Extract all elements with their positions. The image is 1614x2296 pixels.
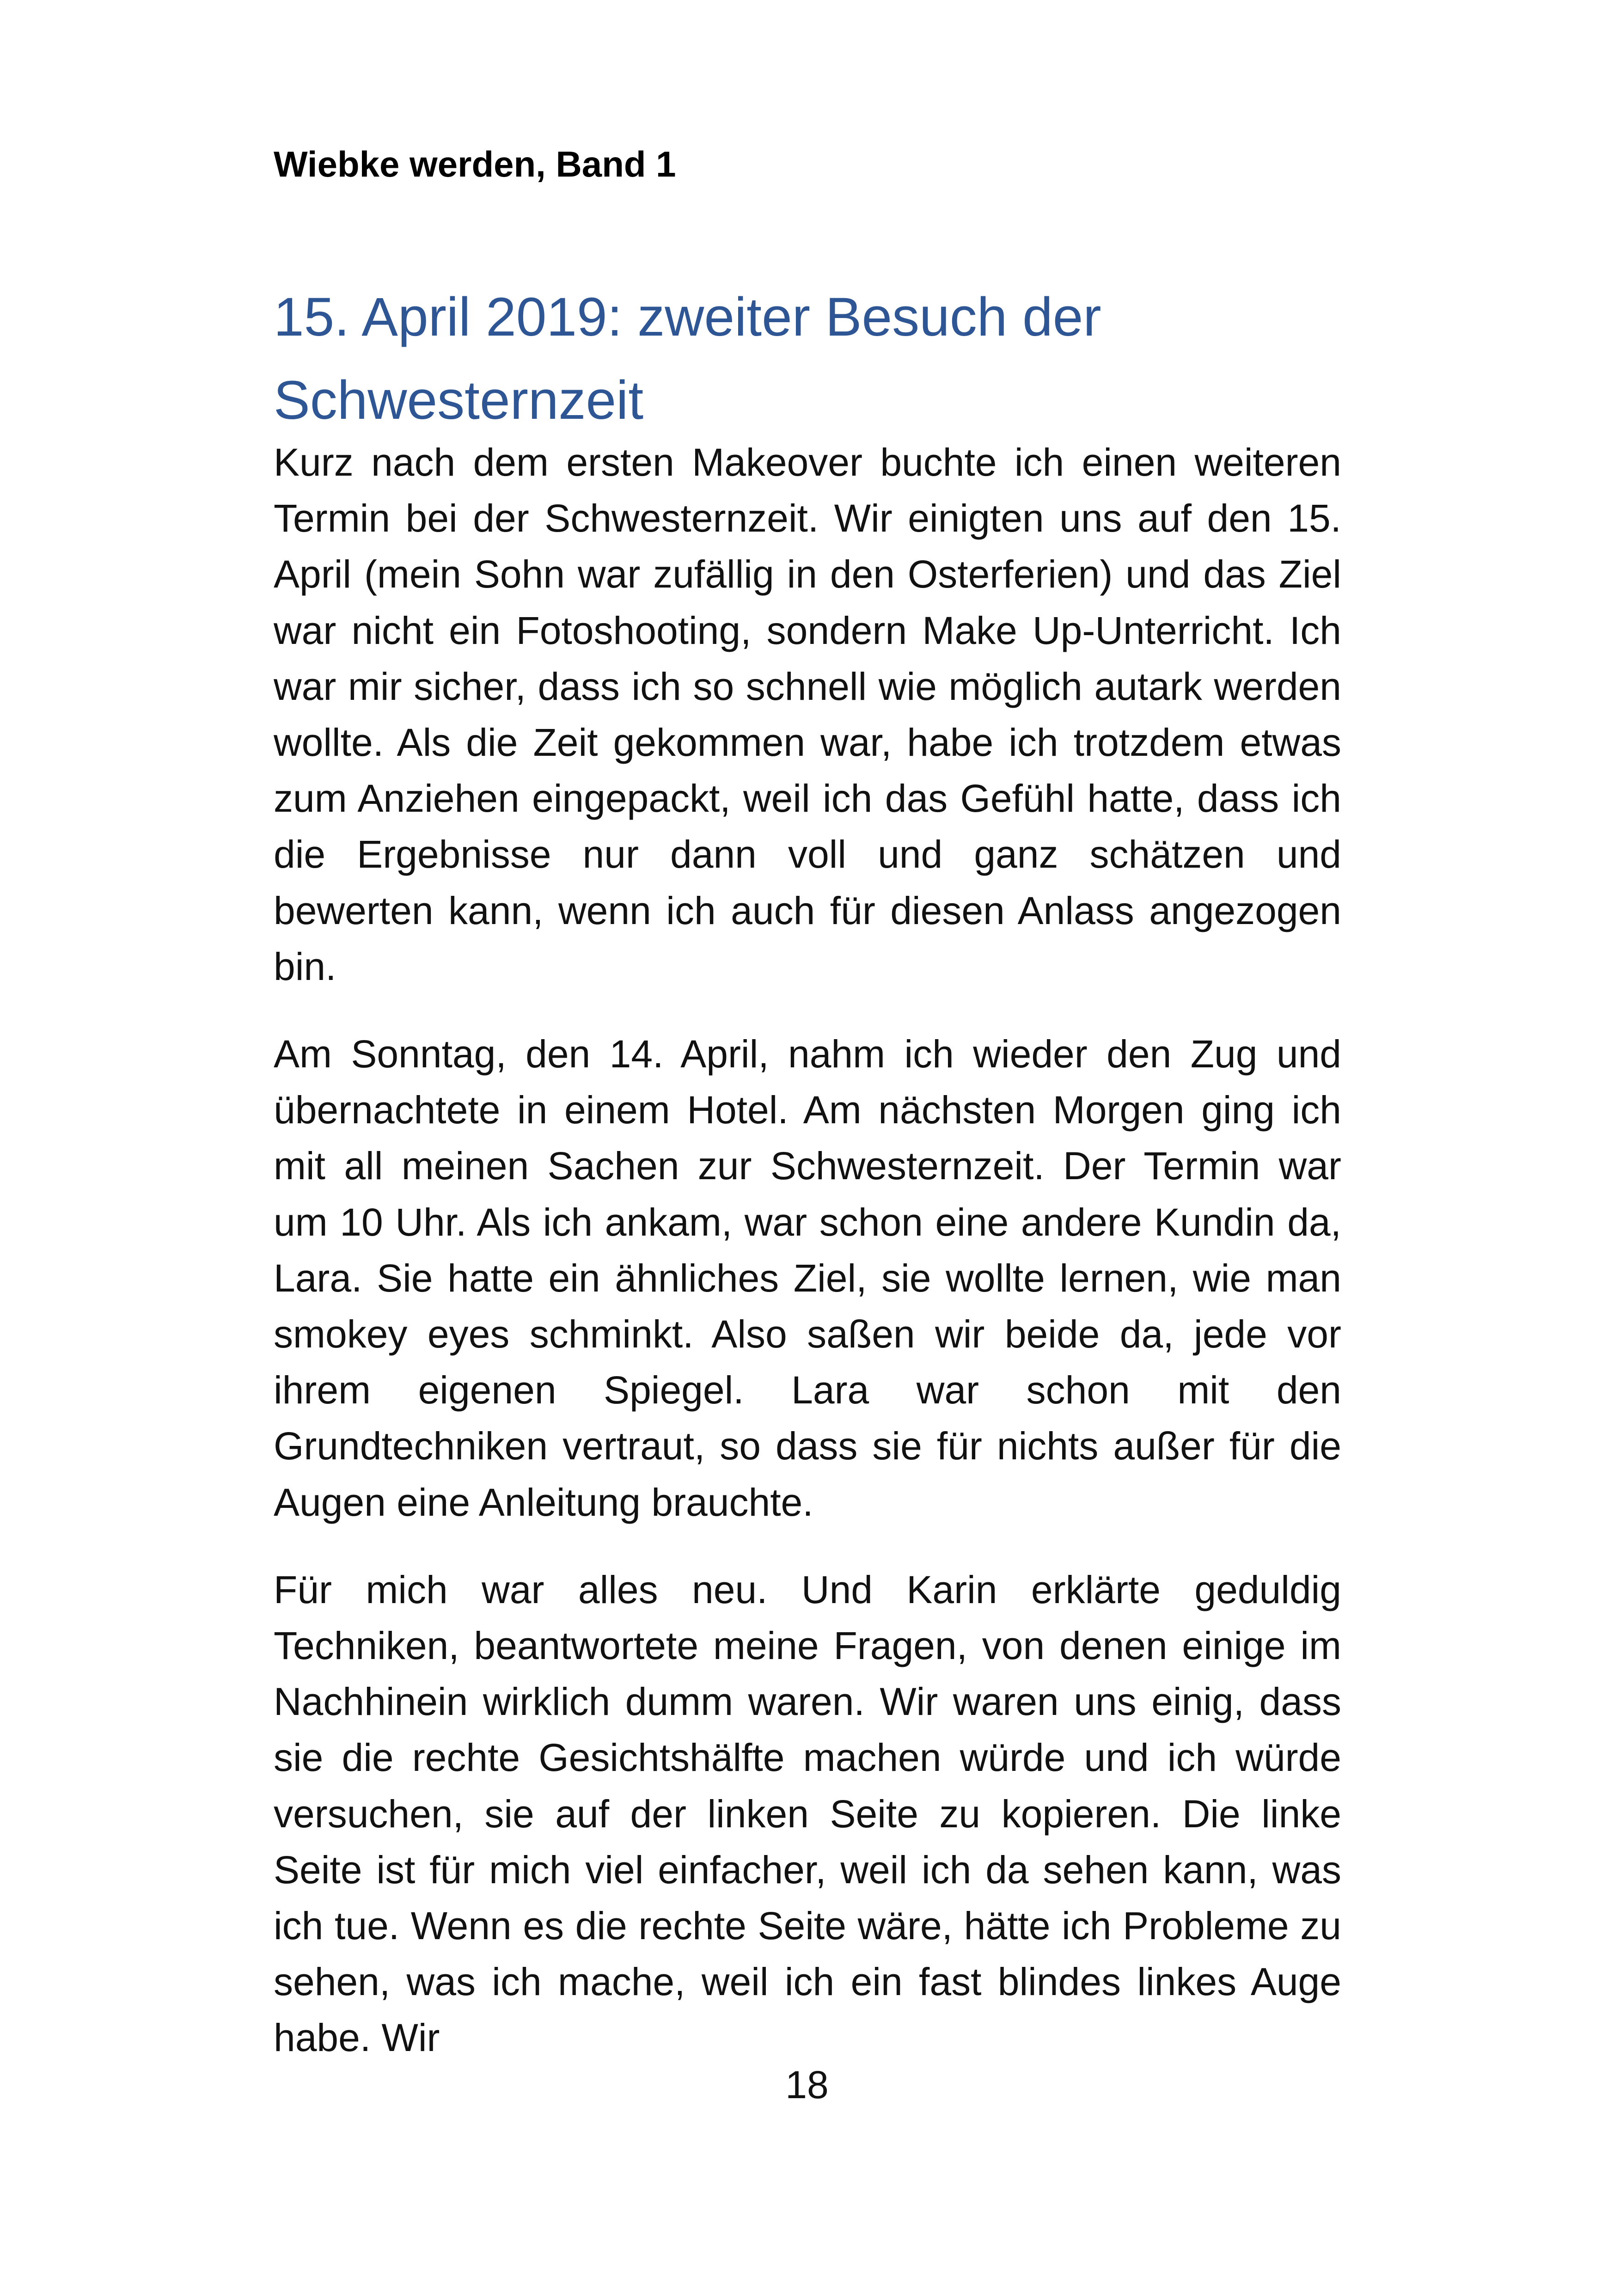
paragraph: Am Sonntag, den 14. April, nahm ich wieder den Zug und übernachtete in einem Hotel. Am nächsten Morgen ging ich mit all meinen Sachen zur Schwesternzeit. Der Termin war um 10 Uhr. Als ich ankam, war schon eine andere Kundin da, Lara. Sie hatte ein ähnliches Ziel, sie wollte lernen, wie man smokey eyes schminkt. Also saßen wir beide da, jede vor ihrem eigenen Spiegel. Lara war schon mit den Grundtechniken vertraut, so dass sie für nichts außer für die Augen eine Anleitung brauchte.: [274, 1032, 1341, 1524]
chapter-title: 15. April 2019: zweiter Besuch der Schwesternzeit: [274, 287, 1101, 431]
page-number: 18: [785, 2063, 829, 2106]
paragraph: Für mich war alles neu. Und Karin erklärte geduldig Techniken, beantwortete meine Fragen, von denen einige im Nachhinein wirklich dumm waren. Wir waren uns einig, dass sie die rechte Gesichtshälfte machen würde und ich würde versuchen, sie auf der linken Seite zu kopieren. Die linke Seite ist für mich viel einfacher, weil ich da sehen kann, was ich tue. Wenn es die rechte Seite wäre, hätte ich Probleme zu sehen, was ich mache, weil ich ein fast blindes linkes Auge habe. Wir: [274, 1567, 1341, 2060]
running-header: Wiebke werden, Band 1: [274, 144, 676, 184]
body-text: [274, 435, 1341, 2066]
paragraph: Kurz nach dem ersten Makeover buchte ich einen weiteren Termin bei der Schwesternzeit. Wir einigten uns auf den 15. April (mein Sohn war zufällig in den Osterferien) und das Ziel war nicht ein Fotoshooting, sondern Make Up-Unterricht. Ich war mir sicher, dass ich so schnell wie möglich autark werden wollte. Als die Zeit gekommen war, habe ich trotzdem etwas zum Anziehen eingepackt, weil ich das Gefühl hatte, dass ich die Ergebnisse nur dann voll und ganz schätzen und bewerten kann, wenn ich auch für diesen Anlass angezogen bin.: [274, 441, 1341, 988]
